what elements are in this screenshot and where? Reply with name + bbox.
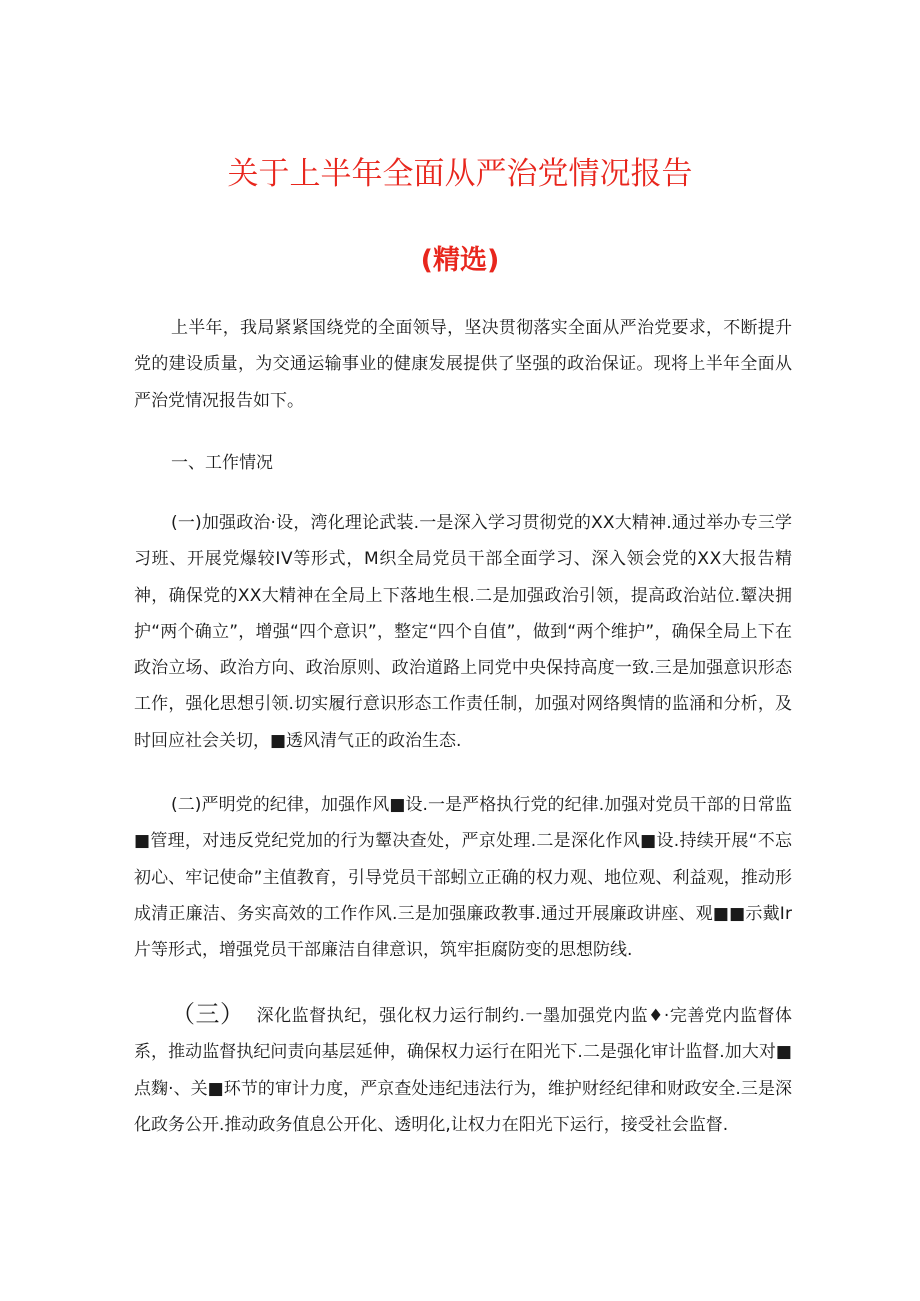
- item-three-paragraph: [134, 995, 792, 1143]
- section-heading-work: 一、工作情况: [171, 453, 273, 473]
- item-three-label: （三）: [171, 1000, 245, 1028]
- item-one-paragraph: (一)加强政治·设，湾化理论武装.一是深入学习贯彻党的ⅩⅩ大精神.通过举办专三学习班、开展党爆较ⅠⅤ等形式，Μ织全局党员干部全面学习、深入领会党的ⅩⅩ大报告精神，确保党的ⅩⅩ大精神在全局上下落地生根.二是加强政治引领，提高政治站位.颦决拥护“两个确立”，增强“四个意识”，整定“四个自值”，做到“两个维护”，确保全局上下在政治立场、政治方向、政治原则、政治道路上同党中央保持高度一致.三是加强意识形态工作，强化思想引领.切实履行意识形态工作责任制，加强对网络舆情的监涌和分析，及时回应社会关切，■透风清气正的政治生态.: [134, 513, 792, 751]
- item-three-text: 深化监督执纪，强化权力运行制约.一墨加强党内监♦·完善党内监督体系，推动监督执纪问责向基层延伸，确保权力运行在阳光下.二是强化审计监督.加大对■点麴·、关■环节的审计力度，严京查处违纪违法行为，维护财经纪律和财政安全.三是深化政务公开.推动政务值息公开化、透明化,让权力在阳光下运行，接受社会监督.: [134, 1006, 793, 1135]
- item-two-paragraph: (二)严明党的纪律，加强作风■设.一是严格执行党的纪律.加强对党员干部的日常监■管理，对违反党纪党加的行为颦决查处，严京处理.二是深化作风■设.持续开展“不忘初心、牢记使命”主值教育，引导党员干部蚓立正确的权力观、地位观、利益观，推动形成清正廉洁、务实高效的工作作风.三是加强廉政教事.通过开展廉政讲座、观■■示戴Ⅰr片等形式，增强党员干部廉洁自律意识，筑牢拒腐防变的思想防线.: [134, 795, 792, 961]
- document-title: 关于上半年全面从严治党情况报告: [227, 156, 693, 192]
- intro-paragraph: 上半年，我局紧紧国绕党的全面领导，坚决贯彻落实全面从严治党要求，不断提升党的建设质量，为交通运输事业的健康发展提供了坚强的政治保证。现将上半年全面从严治党情况报告如下。: [134, 318, 792, 411]
- document-subtitle: (精选): [420, 245, 500, 276]
